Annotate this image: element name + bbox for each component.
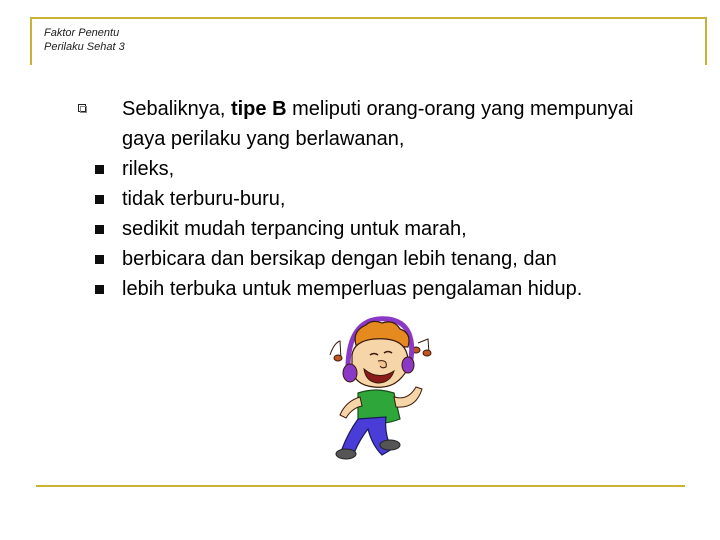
header-line-1: Faktor Penentu: [44, 27, 120, 39]
main-paragraph: [122, 94, 682, 154]
slide-header: [44, 26, 125, 54]
dancing-boy-illustration: [318, 305, 438, 470]
list-item-text: berbicara dan bersikap dengan lebih tenang, dan: [122, 248, 557, 270]
header-line-2: Perilaku Sehat 3: [44, 41, 125, 53]
list-item-text: sedikit mudah terpancing untuk marah,: [122, 218, 467, 240]
list-item-text: lebih terbuka untuk memperluas pengalaman hidup.: [122, 278, 583, 300]
hollow-square-icon: [78, 104, 87, 113]
frame-left-line: [30, 17, 32, 65]
filled-square-icon: [95, 165, 104, 174]
frame-bottom-line: [36, 485, 685, 487]
main-text-bold: tipe B: [230, 98, 287, 120]
list-item-text: tidak terburu-buru,: [122, 188, 286, 210]
list-item-text: rileks,: [122, 158, 175, 180]
music-note-icon: [330, 341, 342, 361]
frame-right-line: [705, 17, 707, 65]
filled-square-icon: [95, 285, 104, 294]
main-text-before: Sebaliknya,: [122, 98, 231, 120]
filled-square-icon: [95, 195, 104, 204]
frame-top-line: [30, 17, 707, 19]
filled-square-icon: [95, 255, 104, 264]
music-note-icon: [412, 339, 431, 356]
main-text-after: meliputi orang-orang yang mempunyai gaya perilaku yang berlawanan,: [122, 98, 634, 150]
filled-square-icon: [95, 225, 104, 234]
